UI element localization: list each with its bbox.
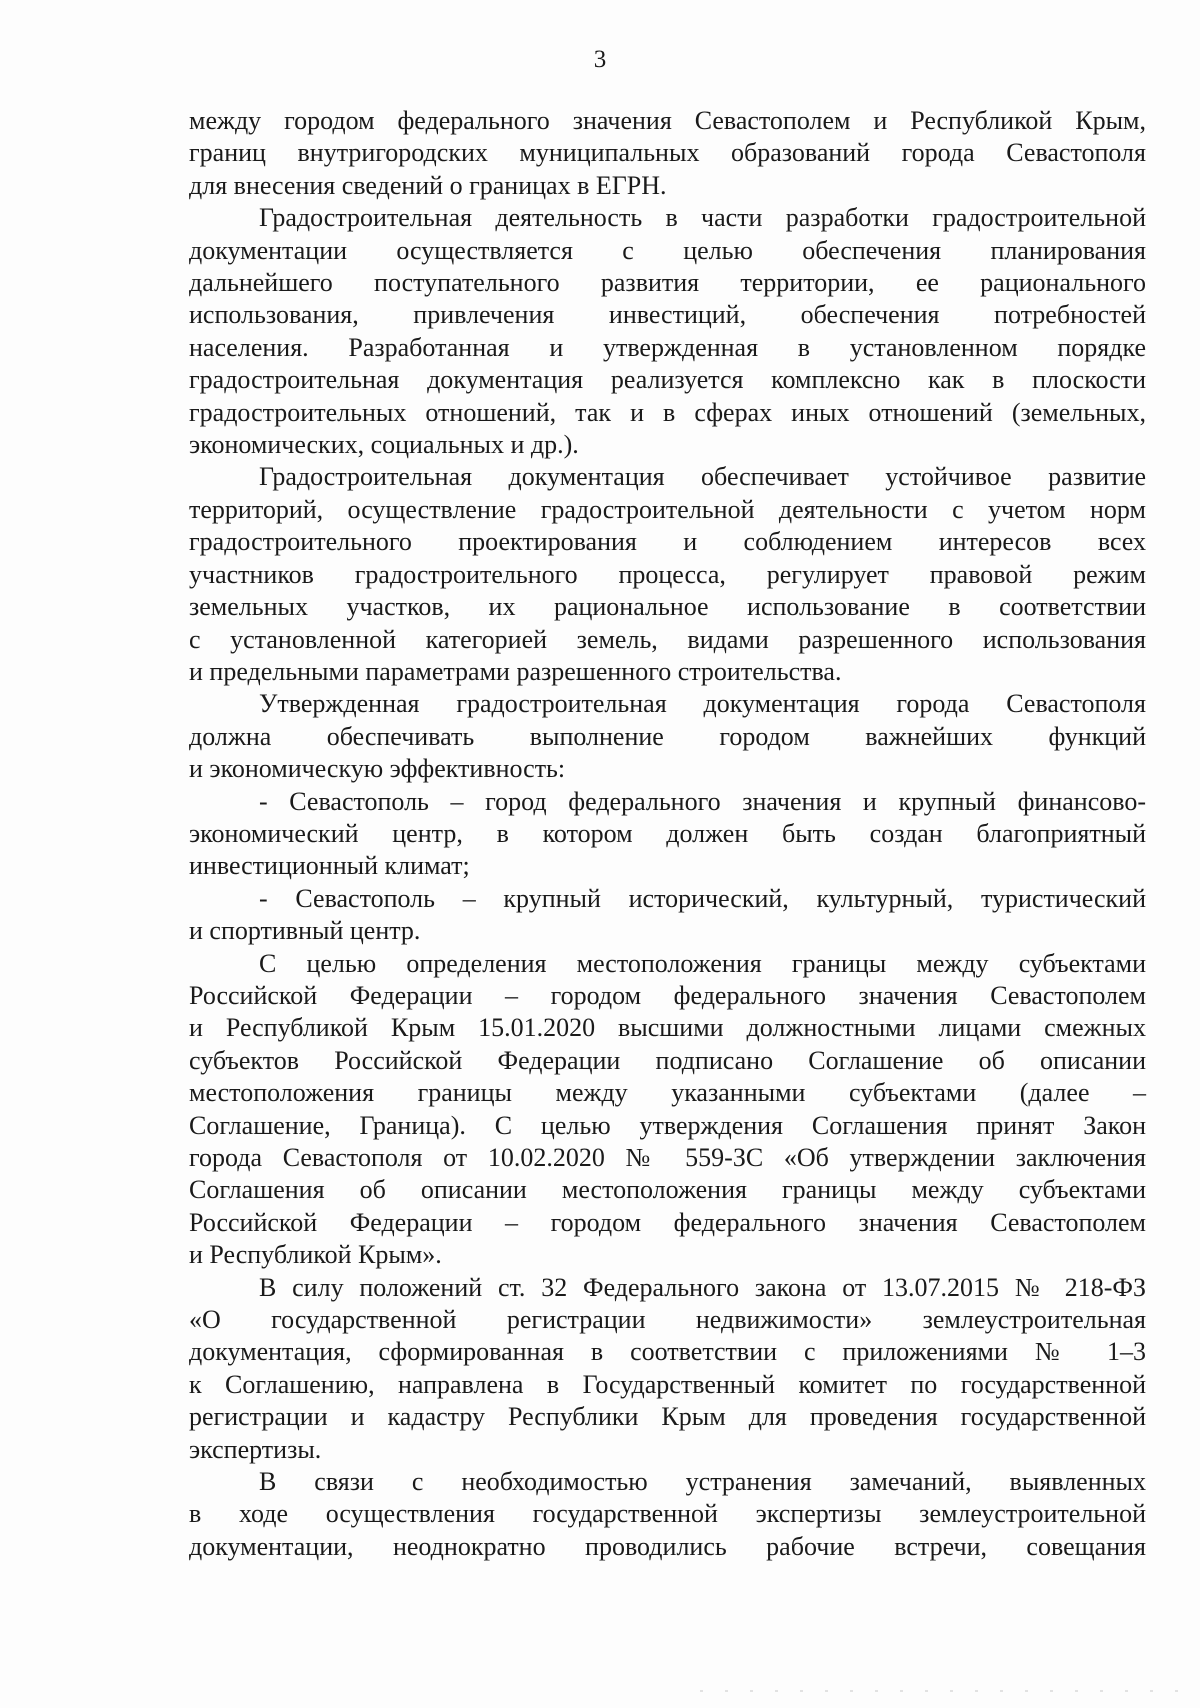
paragraph (189, 105, 1146, 202)
text-line: - Севастополь – город федерального значения и крупный финансово- (259, 786, 1146, 816)
text-line: границ внутригородских муниципальных образований города Севастополя (189, 138, 1146, 168)
text-line: документация, сформированная в соответствии с приложениями № 1–3 (189, 1337, 1146, 1367)
text-line: градостроительная документация реализуется комплексно как в плоскости (189, 365, 1146, 395)
document-body (189, 105, 1146, 1563)
text-line: дальнейшего поступательного развития территории, ее рационального (189, 268, 1146, 298)
text-line: и спортивный центр. (189, 916, 421, 946)
text-line: градостроительного проектирования и соблюдением интересов всех (189, 527, 1146, 557)
paragraph (189, 1272, 1146, 1466)
paragraph (189, 883, 1146, 948)
text-line: земельных участков, их рациональное использование в соответствии (189, 592, 1146, 622)
text-line: и Республикой Крым». (189, 1240, 442, 1270)
text-line: «О государственной регистрации недвижимости» землеустроительная (189, 1305, 1146, 1335)
text-line: документации осуществляется с целью обеспечения планирования (189, 235, 1146, 265)
text-line: территорий, осуществление градостроительной деятельности с учетом норм (189, 494, 1146, 524)
paragraph (189, 461, 1146, 688)
text-line: Соглашения об описании местоположения границы между субъектами (189, 1175, 1146, 1205)
text-line: Соглашение, Граница). С целью утверждения Соглашения принят Закон (189, 1110, 1146, 1140)
text-line: В связи с необходимостью устранения замечаний, выявленных (259, 1467, 1146, 1497)
text-line: с установленной категорией земель, видами разрешенного использования (189, 624, 1146, 654)
text-line: документации, неоднократно проводились рабочие встречи, совещания (189, 1531, 1146, 1561)
paragraph (189, 786, 1146, 883)
text-line: Утвержденная градостроительная документация города Севастополя (259, 689, 1146, 719)
text-line: местоположения границы между указанными субъектами (далее – (189, 1078, 1146, 1108)
paragraph (189, 688, 1146, 785)
text-line: должна обеспечивать выполнение городом важнейших функций (189, 721, 1146, 751)
text-line: регистрации и кадастру Республики Крым для проведения государственной (189, 1402, 1146, 1432)
text-line: инвестиционный климат; (189, 851, 470, 881)
paragraph (189, 202, 1146, 461)
text-line: участников градостроительного процесса, регулирует правовой режим (189, 559, 1146, 589)
text-line: градостроительных отношений, так и в сферах иных отношений (земельных, (189, 397, 1146, 427)
text-line: С целью определения местоположения границы между субъектами (259, 948, 1146, 978)
text-line: и предельными параметрами разрешенного строительства. (189, 656, 842, 686)
text-line: и Республикой Крым 15.01.2020 высшими должностными лицами смежных (189, 1013, 1146, 1043)
text-line: использования, привлечения инвестиций, обеспечения потребностей (189, 300, 1146, 330)
text-line: - Севастополь – крупный исторический, культурный, туристический (259, 883, 1146, 913)
paragraph (189, 1466, 1146, 1563)
text-line: Градостроительная деятельность в части разработки градостроительной (259, 203, 1146, 233)
text-line: Российской Федерации – городом федерального значения Севастополем (189, 1207, 1146, 1237)
scan-edge-marks (0, 1688, 1200, 1694)
text-line: Российской Федерации – городом федерального значения Севастополем (189, 980, 1146, 1010)
text-line: экспертизы. (189, 1434, 322, 1464)
text-line: В силу положений ст. 32 Федерального закона от 13.07.2015 № 218-ФЗ (259, 1272, 1146, 1302)
text-line: между городом федерального значения Севастополем и Республикой Крым, (189, 106, 1146, 135)
page-number: 3 (593, 46, 607, 73)
text-line: города Севастополя от 10.02.2020 № 559-ЗС «Об утверждении заключения (189, 1143, 1146, 1172)
paragraph (189, 948, 1146, 1272)
text-line: к Соглашению, направлена в Государственный комитет по государственной (189, 1369, 1146, 1399)
text-line: экономических, социальных и др.). (189, 430, 579, 460)
text-line: населения. Разработанная и утвержденная в установленном порядке (189, 332, 1146, 362)
text-line: экономический центр, в котором должен быть создан благоприятный (189, 818, 1146, 848)
text-line: субъектов Российской Федерации подписано Соглашение об описании (189, 1045, 1146, 1075)
text-line: и экономическую эффективность: (189, 754, 566, 784)
text-line: Градостроительная документация обеспечивает устойчивое развитие (259, 462, 1146, 492)
text-line: для внесения сведений о границах в ЕГРН. (189, 170, 667, 200)
text-line: в ходе осуществления государственной экспертизы землеустроительной (189, 1499, 1146, 1529)
